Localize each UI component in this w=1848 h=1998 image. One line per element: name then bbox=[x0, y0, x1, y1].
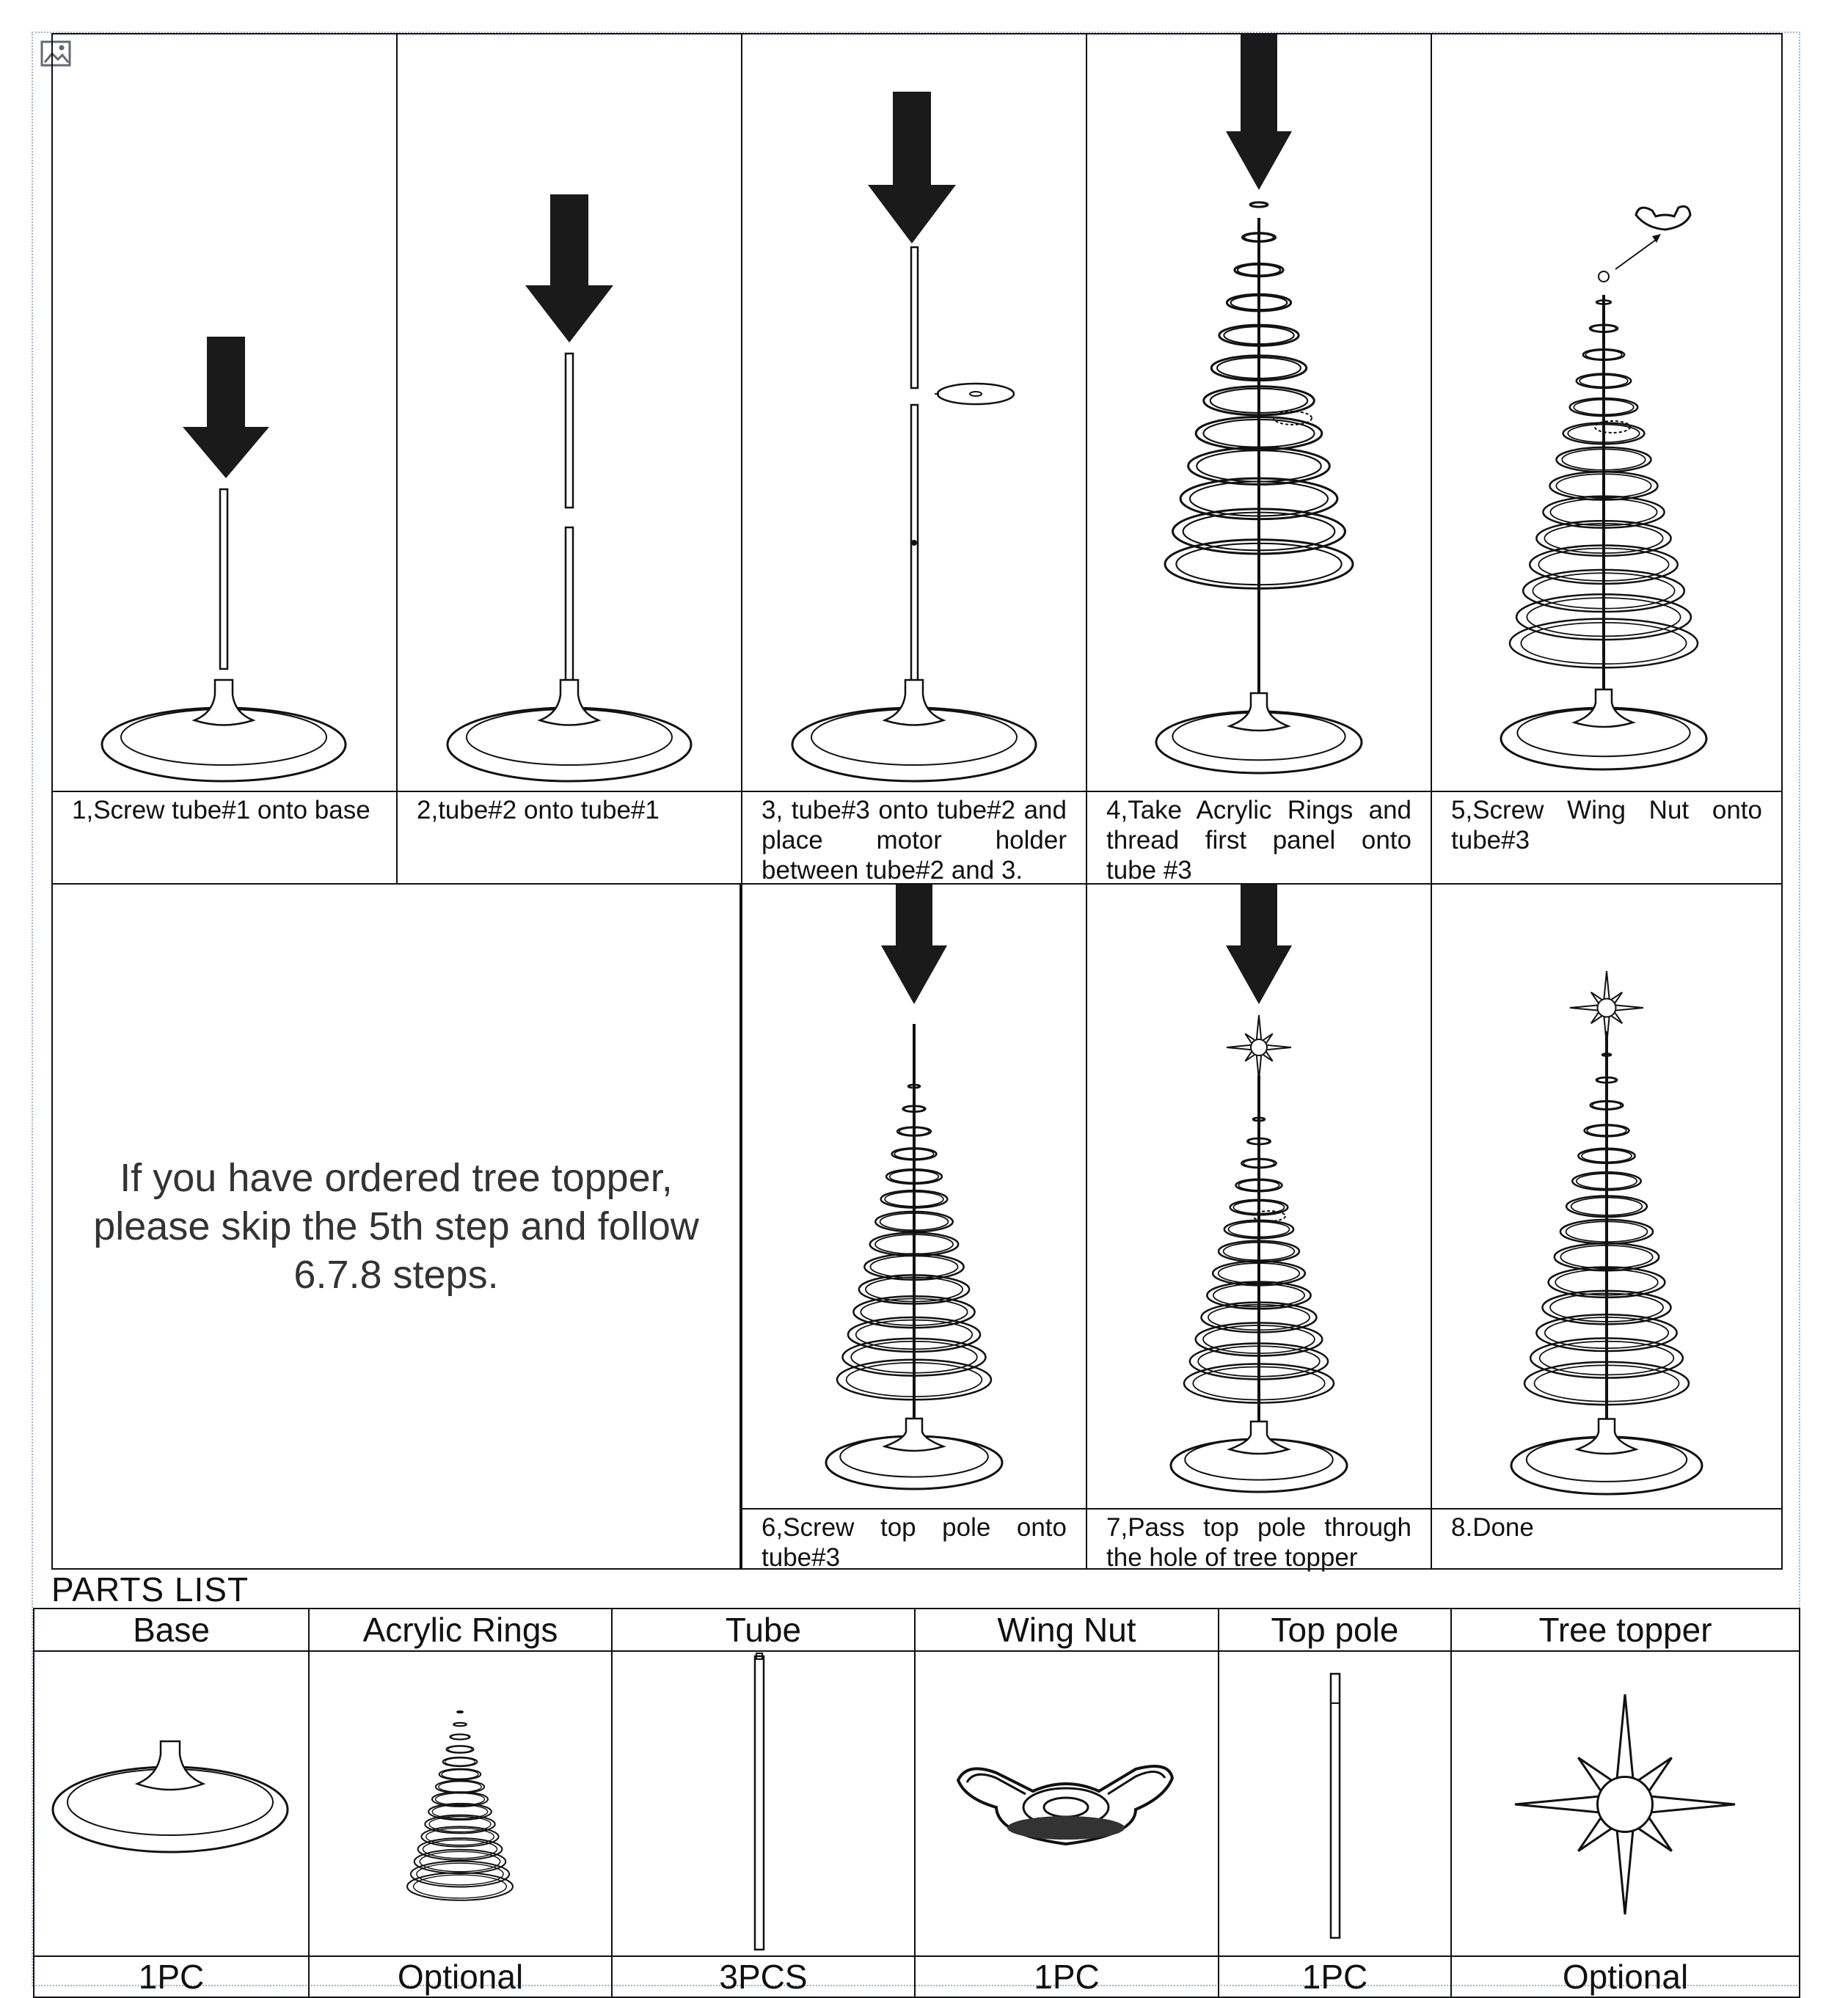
step-3-panel bbox=[741, 33, 1087, 792]
part-tree-topper-name: Tree topper bbox=[1450, 1608, 1800, 1652]
part-base-name: Base bbox=[33, 1608, 310, 1652]
step-6-illustration bbox=[742, 885, 1086, 1508]
down-arrow-icon bbox=[868, 92, 956, 244]
step-5-illustration bbox=[1432, 34, 1781, 790]
step-8-illustration bbox=[1432, 885, 1781, 1508]
part-tube-image bbox=[611, 1650, 916, 1957]
step-1-panel bbox=[51, 33, 398, 792]
down-arrow-icon bbox=[525, 194, 613, 343]
note-text: If you have ordered tree topper, please skip the 5th step and follow 6.7.8 steps. bbox=[93, 1156, 699, 1297]
step-6-panel bbox=[741, 883, 1087, 1510]
part-acrylic-rings-qty: Optional bbox=[308, 1955, 613, 1998]
part-tree-topper-image bbox=[1450, 1650, 1800, 1957]
part-acrylic-rings-image bbox=[308, 1650, 613, 1957]
step-7-caption: 7,Pass top pole through the hole of tree topper bbox=[1086, 1508, 1432, 1570]
step-5-panel bbox=[1431, 33, 1783, 792]
tree-topper-note bbox=[51, 883, 741, 1570]
part-wing-nut-image bbox=[914, 1650, 1219, 1957]
part-top-pole-name: Top pole bbox=[1218, 1608, 1452, 1652]
down-arrow-icon bbox=[1226, 34, 1292, 190]
step-4-panel bbox=[1086, 33, 1432, 792]
part-wing-nut-qty: 1PC bbox=[914, 1955, 1219, 1998]
part-base-image bbox=[33, 1650, 310, 1957]
down-arrow-icon bbox=[183, 337, 269, 478]
step-1-illustration bbox=[53, 34, 396, 790]
down-arrow-icon bbox=[881, 885, 947, 1004]
step-2-illustration bbox=[398, 34, 741, 790]
part-tree-topper-qty: Optional bbox=[1450, 1955, 1800, 1998]
part-wing-nut-name: Wing Nut bbox=[914, 1608, 1219, 1652]
step-8-panel bbox=[1431, 883, 1783, 1510]
part-base-qty: 1PC bbox=[33, 1955, 310, 1998]
step-1-caption: 1,Screw tube#1 onto base bbox=[51, 791, 398, 885]
star-icon bbox=[1227, 1015, 1291, 1080]
step-8-caption: 8.Done bbox=[1431, 1508, 1783, 1570]
part-acrylic-rings-name: Acrylic Rings bbox=[308, 1608, 613, 1652]
parts-list-title: PARTS LIST bbox=[51, 1570, 249, 1609]
step-6-caption: 6,Screw top pole onto tube#3 bbox=[741, 1508, 1087, 1570]
step-2-caption: 2,tube#2 onto tube#1 bbox=[396, 791, 742, 885]
step-7-illustration bbox=[1087, 885, 1431, 1508]
wing-nut-icon bbox=[1636, 206, 1690, 230]
part-top-pole-image bbox=[1218, 1650, 1452, 1957]
part-top-pole-qty: 1PC bbox=[1218, 1955, 1452, 1998]
step-3-caption: 3, tube#3 onto tube#2 and place motor holder between tube#2 and 3. bbox=[741, 791, 1087, 885]
part-tube-name: Tube bbox=[611, 1608, 916, 1652]
step-4-caption: 4,Take Acrylic Rings and thread first panel onto tube #3 bbox=[1086, 791, 1432, 885]
step-2-panel bbox=[396, 33, 742, 792]
step-4-illustration bbox=[1087, 34, 1431, 790]
part-tube-qty: 3PCS bbox=[611, 1955, 916, 1998]
step-5-caption: 5,Screw Wing Nut onto tube#3 bbox=[1431, 791, 1783, 885]
step-3-illustration bbox=[742, 34, 1086, 790]
down-arrow-icon bbox=[1226, 885, 1292, 1004]
star-icon bbox=[1515, 1694, 1735, 1914]
step-7-panel bbox=[1086, 883, 1432, 1510]
